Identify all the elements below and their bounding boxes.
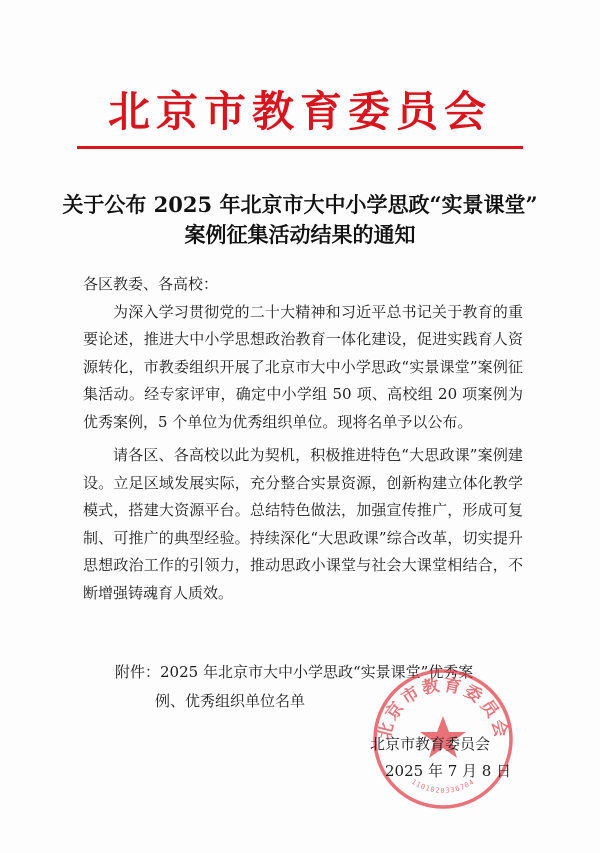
letterhead-red-rule bbox=[77, 146, 523, 149]
body-paragraph-2: 请各区、各高校以此为契机，积极推进特色“大思政课”案例建设。立足区域发展实际，充分整合实景资源，创新构建立体化教学模式，搭建大资源平台。总结特色做法，加强宣传推广，形成可复制、可推广的典型经验。持续深化“大思政课”综合改革，切实提升思想政治工作的引领力，推动思政小课堂与社会大课堂相结合，不断增强铸魂育人质效。 bbox=[83, 446, 523, 602]
document-title-line-1: 关于公布 2025 年北京市大中小学思政“实景课堂” bbox=[62, 192, 538, 217]
attachment-line-1: 附件：2025 年北京市大中小学思政“实景课堂”优秀案 bbox=[115, 663, 474, 681]
issue-date: 2025 年 7 月 8 日 bbox=[385, 762, 512, 780]
document-body bbox=[83, 271, 523, 607]
document-title bbox=[60, 190, 540, 250]
svg-text:1101020336704: 1101020336704 bbox=[409, 777, 477, 795]
letterhead-title: 北京市教育委员会 bbox=[107, 87, 492, 136]
body-paragraph-1: 为深入学习贯彻党的二十大精神和习近平总书记关于教育的重要论述，推进大中小学思想政治教育一体化建设，促进实践育人资源转化，市教委组织开展了北京市大中小学思政“实景课堂”案例征集活动。经专家评审，确定中小学组 50 项、高校组 20 项案例为优秀案例，5 个单位为优秀组织单位。现将名单予以公布。 bbox=[83, 302, 523, 431]
svg-text:北京市教育委员会: 北京市教育委员会 bbox=[374, 675, 512, 742]
salutation: 各区教委、各高校： bbox=[83, 275, 219, 293]
issuer-name: 北京市教育委员会 bbox=[370, 735, 491, 753]
attachment-line-2: 例、优秀组织单位名单 bbox=[155, 692, 306, 710]
document-title-line-2: 案例征集活动结果的通知 bbox=[184, 222, 416, 247]
